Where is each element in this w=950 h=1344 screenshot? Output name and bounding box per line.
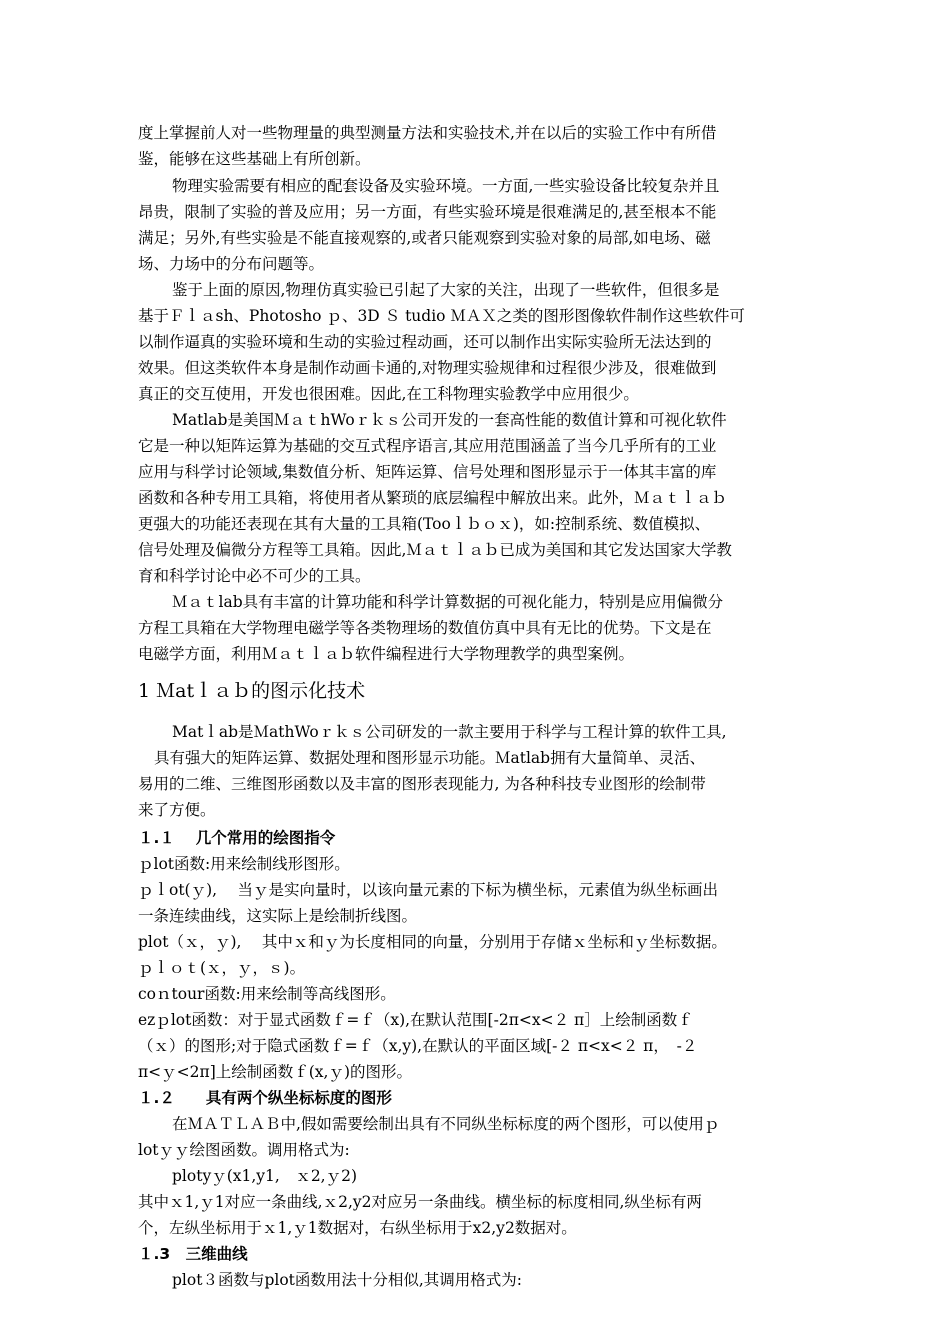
paragraph-line: 效果。但这类软件本身是制作动画卡通的,对物理实验规律和过程很少涉及，很难做到 xyxy=(138,359,717,377)
paragraph-line: （ｘ）的图形;对于隐式函数ｆ=ｆ（x,y),在默认的平面区域[-２ π<x<２ π， -２ xyxy=(138,1037,698,1055)
paragraph-line: ｐｌot(ｙ), 当ｙ是实向量时，以该向量元素的下标为横坐标，元素值为纵坐标画出 xyxy=(138,881,719,899)
paragraph-line: 其中ｘ1,ｙ1对应一条曲线,ｘ2,y2对应另一条曲线。横坐标的标度相同,纵坐标有两 xyxy=(138,1193,702,1211)
paragraph-line: 电磁学方面，利用Ｍａｔｌａｂ软件编程进行大学物理教学的典型案例。 xyxy=(138,645,635,663)
paragraph-line: Matlab是美国ＭａｔhWoｒｋｓ公司开发的一套高性能的数值计算和可视化软件 xyxy=(172,411,727,429)
paragraph-line: coｎtour函数:用来绘制等高线图形。 xyxy=(138,985,396,1003)
paragraph-line: 函数和各种专用工具箱，将使用者从繁琐的底层编程中解放出来。此外，Ｍａｔｌａｂ xyxy=(138,489,728,507)
paragraph-line: 昂贵，限制了实验的普及应用；另一方面，有些实验环境是很难满足的,甚至根本不能 xyxy=(138,203,717,221)
paragraph-line: 物理实验需要有相应的配套设备及实验环境。一方面,一些实验设备比较复杂并且 xyxy=(172,177,720,195)
paragraph-line: plot（ｘ，ｙ), 其中ｘ和ｙ为长度相同的向量，分别用于存储ｘ坐标和ｙ坐标数据。 xyxy=(138,933,727,951)
paragraph-line: Matｌab是ＭathWoｒｋｓ公司研发的一款主要用于科学与工程计算的软件工具, xyxy=(172,723,727,741)
paragraph-line: 基于Ｆｌａsh、Photosho ｐ、3D Ｓ tudio ＭＡＸ之类的图形图像软件制作这些软件可 xyxy=(138,307,745,325)
paragraph-line: ｐlot函数:用来绘制线形图形。 xyxy=(138,855,350,873)
paragraph-line: 更强大的功能还表现在其有大量的工具箱(Tooｌｂｏｘ)，如:控制系统、数值模拟、 xyxy=(138,515,711,533)
paragraph-line: 在ＭＡＴＬＡＢ中,假如需要绘制出具有不同纵坐标标度的两个图形，可以使用ｐ xyxy=(172,1115,720,1133)
paragraph-line: π<ｙ<2π]上绘制函数ｆ(x,ｙ)的图形。 xyxy=(138,1063,413,1081)
paragraph-line: 来了方便。 xyxy=(138,801,216,819)
paragraph-line: ezｐlot函数：对于显式函数ｆ=ｆ（x),在默认范围[-2π<x<２ π］上绘制函数ｆ xyxy=(138,1011,693,1029)
paragraph-line: 鉴于上面的原因,物理仿真实验已引起了大家的关注，出现了一些软件，但很多是 xyxy=(172,281,720,299)
section-heading: 1 Ｍatｌａｂ的图示化技术 xyxy=(138,680,366,702)
code-line: plotyｙ(x1,y1, ｘ2,ｙ2) xyxy=(172,1167,358,1185)
paragraph-line: 度上掌握前人对一些物理量的典型测量方法和实验技术,并在以后的实验工作中有所借 xyxy=(138,124,717,142)
paragraph-line: 真正的交互使用，开发也很困难。因此,在工科物理实验教学中应用很少。 xyxy=(138,385,639,403)
subsection-heading: １.3 三维曲线 xyxy=(138,1245,248,1263)
paragraph-line: 个，左纵坐标用于ｘ1,ｙ1数据对，右纵坐标用于x2,y2数据对。 xyxy=(138,1219,577,1237)
paragraph-line: 育和科学讨论中必不可少的工具。 xyxy=(138,567,371,585)
paragraph-line: 鉴，能够在这些基础上有所创新。 xyxy=(138,150,371,168)
subsection-heading: １.１ 几个常用的绘图指令 xyxy=(138,829,336,847)
paragraph-line: plot３函数与plot函数用法十分相似,其调用格式为: xyxy=(172,1271,523,1289)
paragraph-line: Ｍａｔlab具有丰富的计算功能和科学计算数据的可视化能力，特别是应用偏微分 xyxy=(172,593,724,611)
paragraph-line: 以制作逼真的实验环境和生动的实验过程动画，还可以制作出实际实验所无法达到的 xyxy=(138,333,712,351)
subsection-heading: １.２ 具有两个纵坐标标度的图形 xyxy=(138,1089,392,1107)
paragraph-line: 方程工具箱在大学物理电磁学等各类物理场的数值仿真中具有无比的优势。下文是在 xyxy=(138,619,712,637)
paragraph-line: 应用与科学讨论领域,集数值分析、矩阵运算、信号处理和图形显示于一体其丰富的库 xyxy=(138,463,717,481)
paragraph-line: lotｙｙ绘图函数。调用格式为: xyxy=(138,1141,350,1159)
paragraph-line: 信号处理及偏微分方程等工具箱。因此,Ｍａｔｌａｂ已成为美国和其它发达国家大学教 xyxy=(138,541,732,559)
paragraph-line: 它是一种以矩阵运算为基础的交互式程序语言,其应用范围涵盖了当今几乎所有的工业 xyxy=(138,437,717,455)
paragraph-line: 具有强大的矩阵运算、数据处理和图形显示功能。Ｍatlab拥有大量简单、灵活、 xyxy=(154,749,706,767)
paragraph-line: 一条连续曲线，这实际上是绘制折线图。 xyxy=(138,907,418,925)
paragraph-line: 满足；另外,有些实验是不能直接观察的,或者只能观察到实验对象的局部,如电场、磁 xyxy=(138,229,711,247)
paragraph-line: ｐｌｏｔ(ｘ，ｙ，ｓ)。 xyxy=(138,959,306,977)
paragraph-line: 易用的二维、三维图形函数以及丰富的图形表现能力, 为各种科技专业图形的绘制带 xyxy=(138,775,706,793)
paragraph-line: 场、力场中的分布问题等。 xyxy=(138,255,325,273)
